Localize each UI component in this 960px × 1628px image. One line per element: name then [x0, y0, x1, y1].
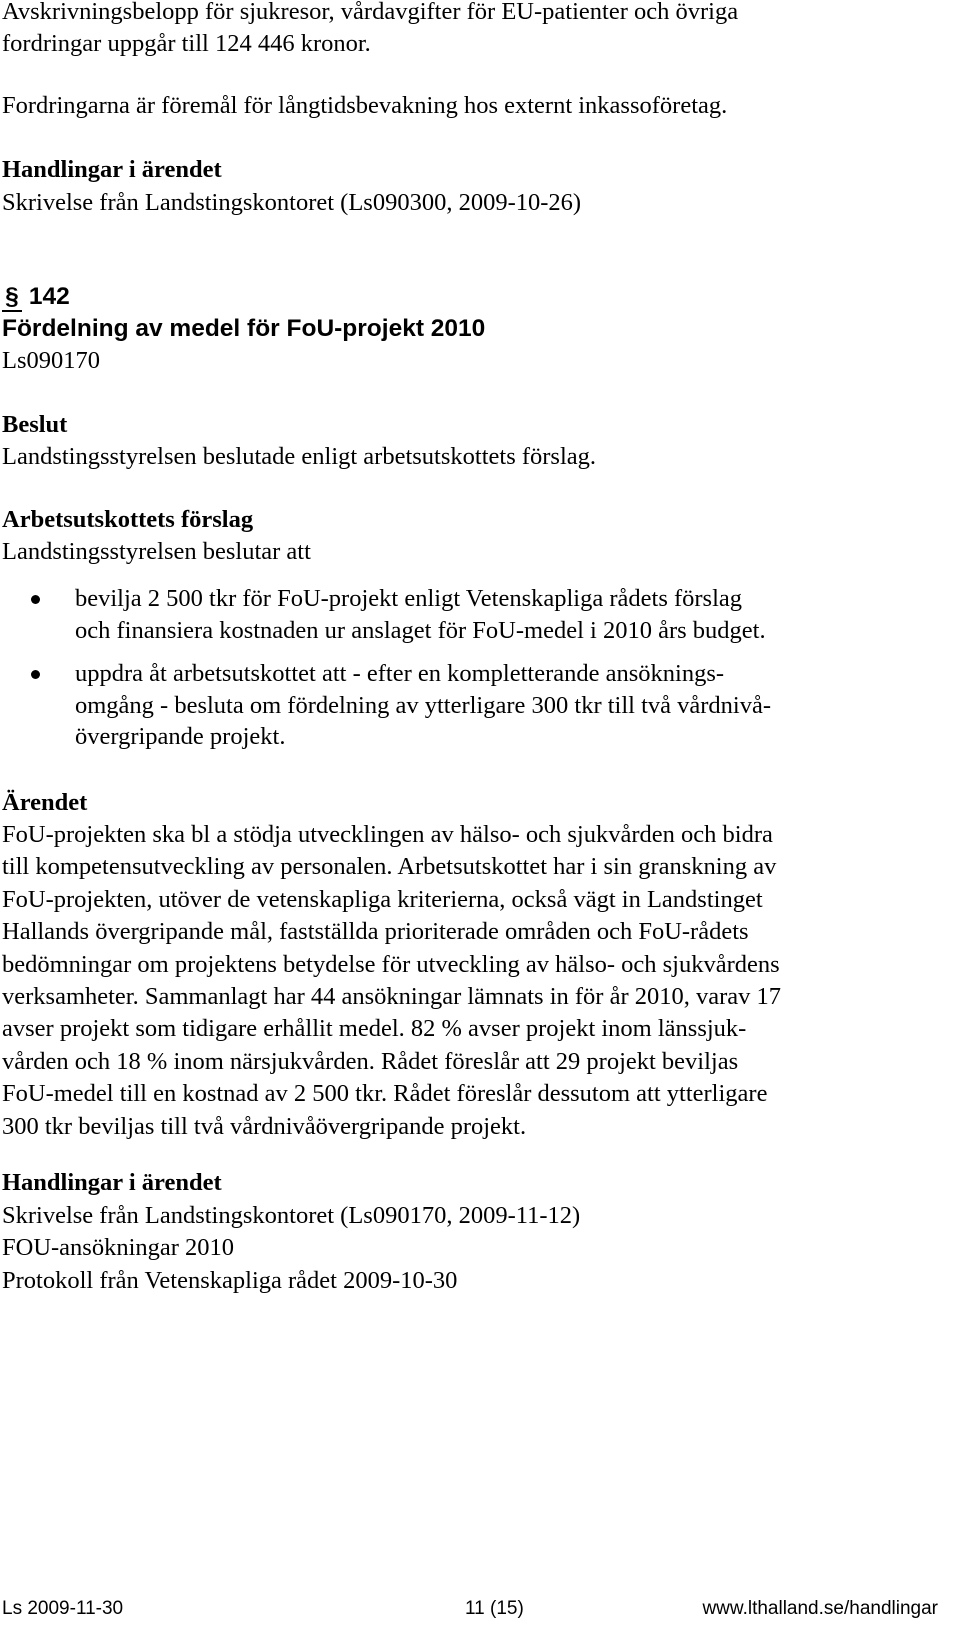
documents-block-1 [2, 154, 581, 219]
matter-line: Hallands övergripande mål, fastställda prioriterade områden och FoU-rådets [2, 918, 749, 946]
documents-list [2, 1200, 580, 1297]
bullet-line: bevilja 2 500 tkr för FoU-projekt enligt Vetenskapliga rådets förslag [75, 585, 743, 612]
matter-line: FoU-projekten ska bl a stödja utvecklingen av hälso- och sjukvården och bidra [2, 821, 773, 848]
page-footer [0, 1597, 960, 1621]
decision-text: Landstingsstyrelsen beslutade enligt arbetsutskottets förslag. [2, 443, 597, 470]
documents-heading: Handlingar i ärendet [2, 1169, 222, 1196]
matter-line: verksamheter. Sammanlagt har 44 ansökningar lämnats in för år 2010, varav 17 [2, 983, 782, 1011]
matter-line: bedömningar om projektens betydelse för utveckling av hälso- och sjukvårdens [2, 950, 780, 978]
documents-heading: Handlingar i ärendet [2, 156, 222, 183]
matter-line: FoU-projekten, utöver de vetenskapliga kriterierna, också vägt in Landstinget [2, 885, 763, 913]
document-item: Skrivelse från Landstingskontoret (Ls090300, 2009-10-26) [2, 189, 582, 216]
footer-page-number: 11 (15) [465, 1598, 524, 1619]
proposal-bullet [0, 583, 771, 646]
bullet-line: uppdra åt arbetsutskottet att - efter en kompletterande ansöknings- [75, 660, 725, 687]
document-item: FOU-ansökningar 2010 [2, 1234, 235, 1262]
proposal-block [2, 504, 311, 568]
matter-paragraph [2, 819, 781, 1143]
section-symbol: § [2, 284, 22, 312]
matter-line: avser projekt som tidigare erhållit medel. 82 % avser projekt inom länssjuk- [2, 1015, 747, 1043]
section-ref: Ls090170 [2, 347, 100, 374]
intro-note: Fordringarna är föremål för långtidsbevakning hos externt inkassoföretag. [2, 92, 728, 119]
section-number: 142 [28, 283, 70, 310]
matter-heading: Ärendet [2, 789, 88, 816]
intro-paragraph [2, 0, 738, 61]
bullet-icon [31, 670, 40, 679]
proposal-heading: Arbetsutskottets förslag [2, 506, 254, 533]
bullet-line: omgång - besluta om fördelning av ytterligare 300 tkr till två vårdnivå- [75, 691, 772, 719]
document-item: Protokoll från Vetenskapliga rådet 2009-10-30 [2, 1266, 458, 1294]
intro-line: Avskrivningsbelopp för sjukresor, vårdavgifter för EU-patienter och övriga [2, 0, 739, 25]
intro-line: fordringar uppgår till 124 446 kronor. [2, 30, 371, 58]
decision-block [2, 409, 596, 473]
bullet-line: övergripande projekt. [75, 723, 286, 750]
matter-line: vården och 18 % inom närsjukvården. Rådet föreslår att 29 projekt beviljas [2, 1047, 739, 1075]
section-number-line [2, 281, 485, 313]
bullet-icon [31, 595, 40, 604]
proposal-bullet [0, 658, 771, 753]
footer-date: Ls 2009-11-30 [2, 1598, 124, 1619]
proposal-lead: Landstingsstyrelsen beslutar att [2, 538, 311, 565]
bullet-line: och finansiera kostnaden ur anslaget för FoU-medel i 2010 års budget. [75, 616, 766, 644]
matter-block [2, 787, 781, 1143]
documents-block-2 [2, 1167, 580, 1297]
matter-line: FoU-medel till en kostnad av 2 500 tkr. Rådet föreslår dessutom att ytterligare [2, 1080, 768, 1108]
footer-url: www.lthalland.se/handlingar [702, 1598, 938, 1619]
matter-line: 300 tkr beviljas till två vårdnivåövergripande projekt. [2, 1112, 527, 1140]
decision-heading: Beslut [2, 411, 68, 438]
document-item: Skrivelse från Landstingskontoret (Ls090170, 2009-11-12) [2, 1202, 581, 1229]
matter-line: till kompetensutveckling av personalen. Arbetsutskottet har i sin granskning av [2, 853, 777, 881]
section-header [2, 281, 485, 377]
section-title: Fördelning av medel för FoU-projekt 2010 [2, 315, 486, 342]
proposal-bullet-list [0, 583, 771, 765]
